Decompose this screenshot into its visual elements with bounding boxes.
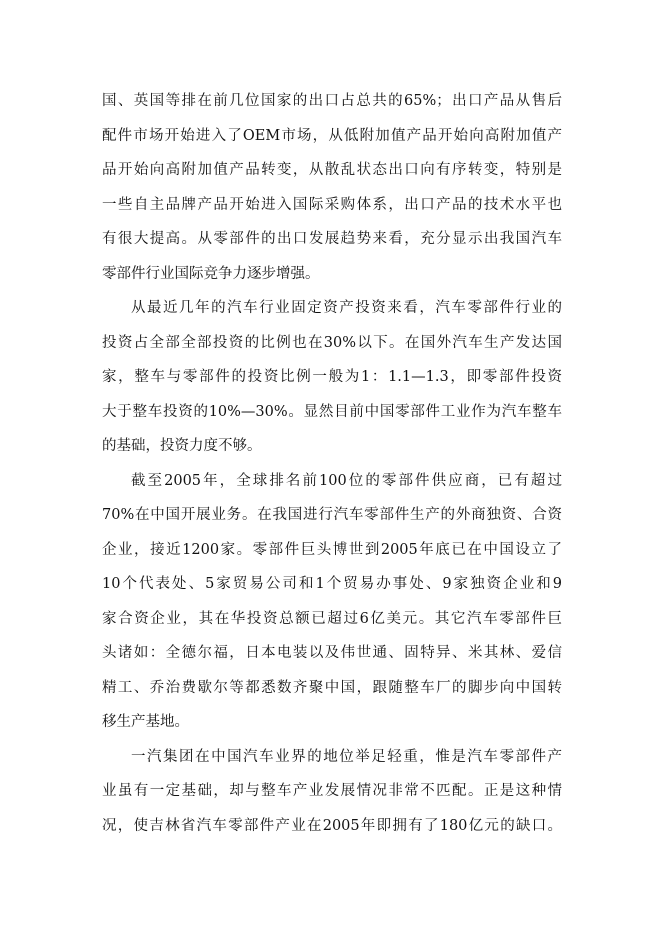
text-line: 10个代表处、5家贸易公司和1个贸易办事处、9家独资企业和9 [102,576,562,592]
text-line: 精工、乔治费歇尔等都悉数齐聚中国，跟随整车厂的脚步向中国转 [102,679,562,696]
text-line: 零部件行业国际竞争力逐步增强。 [102,265,320,282]
text-line: 截至2005年，全球排名前100位的零部件供应商，已有超过 [131,472,562,489]
text-line: 品开始向高附加值产品转变，从散乱状态出口向有序转变，特别是 [102,162,562,178]
text-line: 况，使吉林省汽车零部件产业在2005年即拥有了180亿元的缺口。 [102,817,562,834]
text-line: 配件市场开始进入了OEM市场，从低附加值产品开始向高附加值产 [102,127,562,144]
text-line: 的基础，投资力度不够。 [102,438,262,454]
text-line: 投资占全部全部投资的比例也在30%以下。在国外汽车生产发达国 [102,334,562,351]
text-line: 从最近几年的汽车行业固定资产投资来看，汽车零部件行业的 [131,300,562,316]
text-line: 70%在中国开展业务。在我国进行汽车零部件生产的外商独资、合资 [102,507,562,523]
text-line: 头诸如：全德尔福，日本电装以及伟世通、固特异、米其林、爱信 [102,645,562,661]
text-line: 大于整车投资的10%—30%。显然目前中国零部件工业作为汽车整车 [102,403,562,420]
text-line: 家，整车与零部件的投资比例一般为1：1.1—1.3，即零部件投资 [102,369,562,385]
text-line: 移生产基地。 [102,714,189,730]
text-line: 国、英国等排在前几位国家的出口占总共的65%；出口产品从售后 [102,93,562,109]
text-line: 一汽集团在中国汽车业界的地位举足轻重，惟是汽车零部件产 [131,748,562,765]
text-line: 有很大提高。从零部件的出口发展趋势来看，充分显示出我国汽车 [102,231,562,247]
text-line: 企业，接近1200家。零部件巨头博世到2005年底已在中国设立了 [102,541,562,558]
document-body [102,84,562,843]
text-line: 业虽有一定基础，却与整车产业发展情况非常不匹配。正是这种情 [102,783,562,799]
text-line: 一些自主品牌产品开始进入国际采购体系，出口产品的技术水平也 [102,196,562,213]
text-line: 家合资企业，其在华投资总额已超过6亿美元。其它汽车零部件巨 [102,610,562,627]
